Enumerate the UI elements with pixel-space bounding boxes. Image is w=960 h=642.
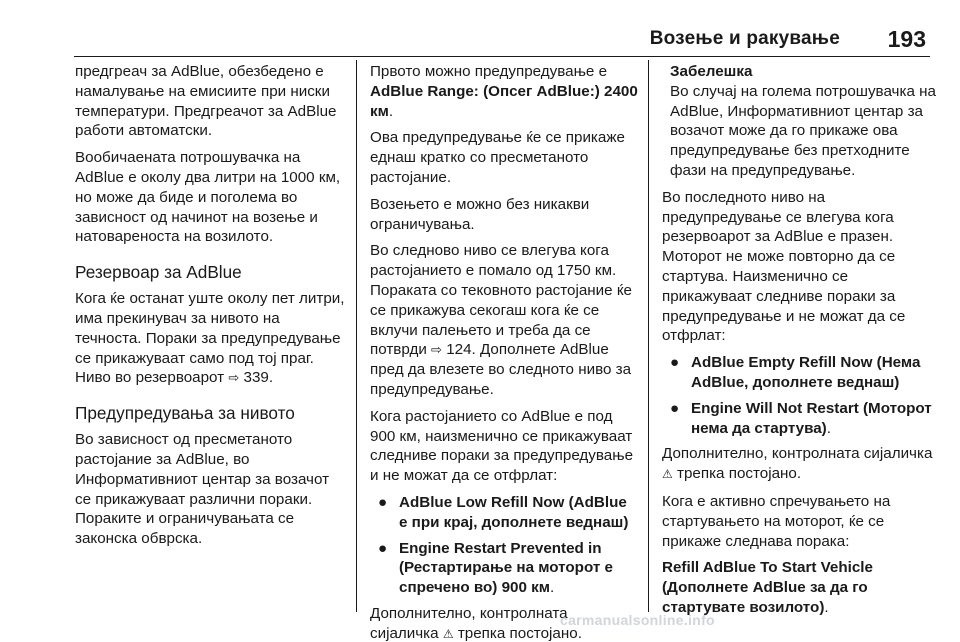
column-1 [75, 62, 347, 556]
paragraph [662, 558, 938, 617]
paragraph: Во последното ниво на предупредување се влегува кога резервоарот за AdBlue е празен. Моторот не може повторно да се стартува. Наизменично се прикажуваат следниве пораки за предупредување и не можат да се отфрлат: [662, 188, 906, 345]
paragraph [370, 62, 638, 121]
list-item: ● Engine Restart Prevented in (Рестартирање на моторот е спречено во) 900 км. [378, 539, 613, 597]
message-list [662, 353, 938, 438]
paragraph: Кога е активно спречувањето на стартувањето на моторот, ќе се прикаже следнава порака: [662, 492, 891, 550]
message-text: AdBlue Range: (Опсег AdBlue:) 2400 км [370, 82, 638, 120]
note-title: Забелешка [670, 63, 753, 80]
punctuation: . [388, 102, 394, 120]
list-item [662, 353, 938, 393]
paragraph [75, 289, 347, 388]
section-heading: Резервоар за AdBlue [75, 262, 242, 283]
page-reference[interactable]: 124. Дополнете AdBlue пред да влезете во следното ниво за предупредување. [370, 341, 632, 398]
list-item [370, 493, 638, 533]
bullet: ● [670, 354, 680, 372]
paragraph [370, 241, 638, 399]
section-heading: Предупредувања за нивото [75, 403, 295, 424]
page-number: 193 [887, 26, 926, 52]
paragraph: Ова предупредување ќе се прикаже еднаш кратко со пресметаното растојание. [370, 129, 625, 186]
arrow-right-icon: ⇨ [228, 370, 240, 386]
column-3 [662, 62, 938, 625]
bullet: ● [670, 399, 680, 417]
paragraph-text: Кога ќе останат уште околу пет литри, има прекинувач за нивото на течноста. Пораки за предупредување се прикажуваат само под тој праг. Ниво во резервоарот [75, 290, 345, 387]
bullet: ● [378, 493, 388, 511]
paragraph-text: Дополнително, контролната сијаличка [370, 604, 568, 642]
column-2 [370, 62, 638, 642]
header-rule [74, 56, 930, 57]
paragraph-text: Во следново ниво се влегува кога растојанието е помало од 1750 км. Пораката со тековното растојание ќе се прикажува секогаш кога ќе се вклучи палењето и треба да се потврди [370, 242, 632, 359]
page-header [0, 0, 960, 56]
paragraph-text: трепка постојано. [457, 624, 582, 642]
paragraph: Вообичаената потрошувачка на AdBlue е околу два литри на 1000 км, но може да биде и поголема во зависност од начинот на возење и натовареноста на возилото. [75, 149, 341, 246]
message-list [370, 493, 638, 598]
paragraph-text: Дополнително, контролната сијаличка [662, 445, 933, 463]
paragraph-text: Првото можно предупредување е [370, 63, 608, 80]
punctuation: . [824, 598, 829, 616]
bullet: ● [378, 539, 388, 557]
paragraph: Возењето е можно без никакви ограничувања. [370, 195, 590, 233]
adblue-warning-lamp-icon: ⚠ [442, 626, 454, 641]
watermark: carmanualsonline.info [560, 612, 715, 628]
column-divider [356, 60, 357, 612]
message-text: Refill AdBlue To Start Vehicle (Дополнете AdBlue за да го стартувате возилото) [662, 559, 873, 616]
list-item: ● Engine Will Not Restart (Моторот нема да стартува). [670, 399, 932, 437]
adblue-warning-lamp-icon: ⚠ [662, 467, 673, 482]
paragraph: предгреач за AdBlue, обезбедено е намалување на емисиите при ниски температури. Предгреачот за AdBlue работи автоматски. [75, 63, 337, 140]
paragraph [662, 444, 938, 485]
message-text: AdBlue Empty Refill Now (Нема AdBlue, дополнете веднаш) [691, 354, 921, 391]
message-text: Engine Restart Prevented in (Рестартирање на моторот е спречено во) 900 км [399, 539, 613, 597]
paragraph: Кога растојанието со AdBlue е под 900 км, наизменично се прикажуваат следниве пораки за предупредување и не можат да се отфрлат: [370, 407, 634, 485]
paragraph: Во зависност од пресметаното растојание за AdBlue, во Информативниот центар за возачот се прикажуваат различни пораки. Пораките и ограничувањата се законска обврска. [75, 431, 330, 548]
header-title: Возење и ракување [649, 28, 840, 49]
paragraph-text: трепка постојано. [677, 465, 802, 483]
message-text: AdBlue Low Refill Now (AdBlue е при крај, дополнете веднаш) [399, 493, 629, 531]
column-divider [648, 60, 649, 612]
page-reference[interactable]: 339. [243, 369, 274, 387]
message-text: Engine Will Not Restart (Моторот нема да стартува) [691, 399, 932, 437]
note-text: Во случај на голема потрошувачка на AdBlue, Информативниот центар за возачот може да го прикаже ова предупредување без претходните фази на предупредување. [670, 82, 936, 179]
arrow-right-icon: ⇨ [431, 342, 442, 358]
